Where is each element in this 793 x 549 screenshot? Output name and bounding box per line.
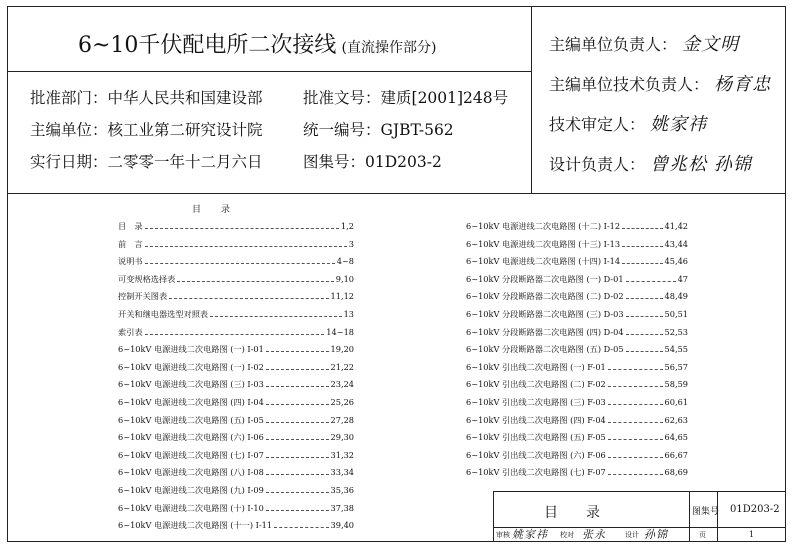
toc-item-pages: 39,40 — [330, 520, 354, 531]
toc-item-pages: 4~8 — [336, 256, 354, 267]
title-block-title: 目 录 — [544, 505, 600, 521]
toc-heading: 目录 — [192, 205, 251, 215]
toc-item-pages: 60,61 — [664, 397, 688, 407]
toc-item-leader — [626, 351, 663, 352]
chief-signature: 金文明 — [682, 34, 740, 55]
tech-review-row: 技术审定人： 姚家祎 — [549, 114, 708, 135]
toc-item — [466, 274, 688, 284]
toc-item — [466, 221, 688, 231]
toc-item-leader — [274, 527, 329, 528]
toc-item — [118, 415, 354, 425]
toc-item-label: 说明书 — [118, 256, 143, 267]
toc-item-label: 6~10kV 电源进线二次电路图 (八) I-08 — [118, 467, 264, 478]
title-divider — [7, 71, 532, 72]
toc-item-pages: 14~18 — [326, 326, 354, 337]
toc-item-pages: 31,32 — [330, 449, 354, 460]
toc-item-leader — [266, 457, 329, 458]
toc-item-leader — [266, 474, 329, 475]
toc-item-leader — [608, 439, 663, 440]
check-signature: 张永 — [582, 528, 606, 541]
toc-item-leader — [145, 263, 335, 264]
toc-item-leader — [608, 386, 663, 387]
toc-item-label: 6~10kV 电源进线二次电路图 (一) I-02 — [118, 361, 264, 372]
review-label: 审核 — [496, 531, 510, 539]
page-subtitle: (直流操作部分) — [341, 40, 437, 56]
toc-item — [118, 344, 354, 354]
toc-item-pages: 43,44 — [664, 238, 688, 249]
toc-item-pages: 13 — [343, 309, 354, 319]
toc-item-pages: 1,2 — [340, 221, 354, 231]
page-title-group — [78, 28, 436, 59]
toc-item-leader — [622, 246, 663, 247]
toc-item-label: 目 录 — [118, 221, 143, 231]
toc-item-leader — [145, 334, 325, 335]
toc-item-pages: 25,26 — [330, 397, 354, 407]
toc-item — [466, 467, 688, 477]
toc-item-label: 6~10kV 引出线二次电路图 (一) F-01 — [466, 361, 606, 372]
chief-row: 主编单位负责人： 金文明 — [549, 34, 740, 55]
toc-item — [466, 379, 688, 389]
toc-item-pages: 35,36 — [330, 485, 354, 495]
toc-item-leader — [622, 228, 663, 229]
toc-item-leader — [626, 316, 663, 317]
toc-item-label: 6~10kV 引出线二次电路图 (三) F-03 — [466, 397, 606, 407]
design-chief-row: 设计负责人： 曾兆松 孙锦 — [549, 154, 752, 175]
toc-item-pages: 64,65 — [664, 432, 688, 443]
toc-item-label: 6~10kV 引出线二次电路图 (二) F-02 — [466, 379, 606, 390]
design-label: 设计 — [625, 531, 639, 539]
toc-item-leader — [145, 228, 339, 229]
toc-item — [118, 291, 354, 301]
toc-item — [118, 450, 354, 460]
toc-item — [118, 379, 354, 389]
page-title: 6~10千伏配电所二次接线 — [78, 33, 337, 58]
toc-item-pages: 54,55 — [664, 344, 688, 355]
toc-item — [118, 309, 354, 319]
toc-item-label: 6~10kV 电源进线二次电路图 (十一) I-11 — [118, 520, 273, 531]
toc-item — [466, 256, 688, 266]
toc-item-leader — [266, 492, 329, 493]
toc-item — [466, 344, 688, 354]
toc-item — [118, 467, 354, 477]
toc-item-label: 6~10kV 电源进线二次电路图 (十) I-10 — [118, 502, 264, 513]
tech-chief-row: 主编单位技术负责人： 杨育忠 — [549, 74, 772, 95]
toc-item-label: 控制开关图表 — [118, 291, 168, 302]
toc-item-label: 开关和继电器选型对照表 — [118, 309, 209, 319]
toc-item-pages: 66,67 — [664, 449, 688, 460]
toc-item — [118, 362, 354, 372]
toc-item-label: 6~10kV 电源进线二次电路图 (七) I-07 — [118, 449, 264, 460]
toc-item-leader — [608, 422, 663, 423]
unified-no: 统一编号：GJBT-562 — [303, 121, 454, 139]
toc-item-leader — [169, 298, 328, 299]
toc-item-label: 6~10kV 分段断路器二次电路图 (一) D-01 — [466, 273, 624, 284]
toc-item-label: 6~10kV 分段断路器二次电路图 (三) D-03 — [466, 309, 624, 319]
toc-item — [466, 415, 688, 425]
title-block-atlas-value: 01D203-2 — [730, 504, 780, 515]
header-divider — [531, 6, 532, 194]
toc-item-leader — [266, 510, 329, 511]
toc-item — [118, 274, 354, 284]
toc-item-leader — [626, 298, 663, 299]
toc-item-label: 可变规格选择表 — [118, 273, 176, 284]
toc-item-label: 6~10kV 引出线二次电路图 (七) F-07 — [466, 467, 606, 478]
toc-item — [118, 256, 354, 266]
tech-review-signature: 姚家祎 — [650, 114, 708, 135]
impl-date: 实行日期：二零零一年十二月六日 — [30, 153, 263, 171]
approval-no: 批准文号：建质[2001]248号 — [303, 89, 509, 107]
toc-item — [118, 239, 354, 249]
review-signature: 姚家祎 — [512, 528, 548, 541]
title-block-vline-a — [689, 492, 690, 541]
toc-item-leader — [608, 369, 663, 370]
toc-item-pages: 68,69 — [664, 467, 688, 478]
toc-item-pages: 56,57 — [664, 361, 688, 372]
toc-item-label: 6~10kV 电源进线二次电路图 (五) I-05 — [118, 414, 264, 425]
toc-item — [466, 327, 688, 337]
toc-item-pages: 62,63 — [664, 414, 688, 425]
toc-item — [118, 485, 354, 495]
toc-item-pages: 58,59 — [664, 379, 688, 390]
toc-item-leader — [608, 404, 663, 405]
toc-item — [466, 362, 688, 372]
page-value: 1 — [749, 530, 755, 539]
toc-item — [466, 291, 688, 301]
toc-item-label: 6~10kV 引出线二次电路图 (五) F-05 — [466, 432, 606, 443]
toc-item-pages: 48,49 — [664, 291, 688, 302]
toc-item-pages: 9,10 — [335, 273, 354, 284]
toc-item-label: 6~10kV 分段断路器二次电路图 (五) D-05 — [466, 344, 624, 355]
toc-item — [118, 397, 354, 407]
toc-item-pages: 27,28 — [330, 414, 354, 425]
approval-dept: 批准部门：中华人民共和国建设部 — [30, 89, 263, 107]
toc-item-label: 6~10kV 电源进线二次电路图 (十二) I-12 — [466, 221, 621, 231]
toc-item-leader — [266, 404, 329, 405]
page-label: 页 — [699, 531, 706, 539]
toc-item-pages: 29,30 — [330, 432, 354, 443]
design-signature: 孙锦 — [644, 528, 668, 541]
toc-item-label: 6~10kV 电源进线二次电路图 (四) I-04 — [118, 397, 264, 407]
toc-item-pages: 23,24 — [330, 379, 354, 390]
toc-item-leader — [266, 386, 329, 387]
toc-item-leader — [177, 281, 333, 282]
toc-item-label: 索引表 — [118, 326, 143, 337]
toc-item — [118, 520, 354, 530]
toc-item-label: 6~10kV 分段断路器二次电路图 (二) D-02 — [466, 291, 624, 302]
toc-item-label: 6~10kV 分段断路器二次电路图 (四) D-04 — [466, 326, 624, 337]
toc-item — [466, 239, 688, 249]
title-block-atlas-label: 图集号 — [692, 507, 720, 517]
toc-item-pages: 50,51 — [664, 309, 688, 319]
toc-item — [466, 397, 688, 407]
title-block — [493, 491, 786, 542]
toc-item-pages: 47 — [677, 273, 688, 284]
toc-item — [466, 309, 688, 319]
toc-item-label: 6~10kV 电源进线二次电路图 (十四) I-14 — [466, 256, 621, 267]
toc-item-leader — [266, 351, 329, 352]
toc-item-leader — [608, 457, 663, 458]
toc-item — [466, 432, 688, 442]
toc-item-pages: 11,12 — [330, 291, 354, 302]
toc-item-pages: 37,38 — [330, 502, 354, 513]
toc-item-pages: 33,34 — [330, 467, 354, 478]
toc-item-pages: 45,46 — [664, 256, 688, 267]
tech-chief-signature: 杨育忠 — [714, 74, 772, 95]
toc-item-leader — [210, 316, 342, 317]
toc-item-leader — [266, 439, 329, 440]
toc-item — [118, 327, 354, 337]
toc-item — [118, 503, 354, 513]
toc-item — [118, 432, 354, 442]
toc-item-leader — [266, 369, 329, 370]
toc-item-pages: 21,22 — [330, 361, 354, 372]
toc-item-label: 6~10kV 电源进线二次电路图 (十三) I-13 — [466, 238, 621, 249]
design-chief-signature: 曾兆松 孙锦 — [650, 154, 752, 175]
toc-item-label: 6~10kV 引出线二次电路图 (四) F-04 — [466, 414, 606, 425]
toc-item-label: 6~10kV 电源进线二次电路图 (一) I-01 — [118, 344, 264, 355]
toc-item — [466, 450, 688, 460]
toc-item-leader — [626, 281, 676, 282]
toc-item-pages: 41,42 — [664, 221, 688, 231]
toc-item-label: 前 言 — [118, 238, 143, 249]
toc-item-leader — [266, 422, 329, 423]
check-label: 校对 — [560, 531, 574, 539]
editor-unit: 主编单位：核工业第二研究设计院 — [30, 121, 263, 139]
toc-item-label: 6~10kV 引出线二次电路图 (六) F-06 — [466, 449, 606, 460]
toc-item-pages: 3 — [348, 238, 354, 249]
toc-item-leader — [145, 246, 347, 247]
toc-item — [118, 221, 354, 231]
toc-item-label: 6~10kV 电源进线二次电路图 (九) I-09 — [118, 485, 264, 495]
toc-item-leader — [622, 263, 663, 264]
toc-item-pages: 19,20 — [330, 344, 354, 355]
toc-item-label: 6~10kV 电源进线二次电路图 (三) I-03 — [118, 379, 264, 390]
toc-item-leader — [626, 334, 663, 335]
atlas-no: 图集号：01D203-2 — [303, 153, 442, 171]
toc-item-pages: 52,53 — [664, 326, 688, 337]
toc-item-leader — [608, 474, 663, 475]
toc-item-label: 6~10kV 电源进线二次电路图 (六) I-06 — [118, 432, 264, 443]
